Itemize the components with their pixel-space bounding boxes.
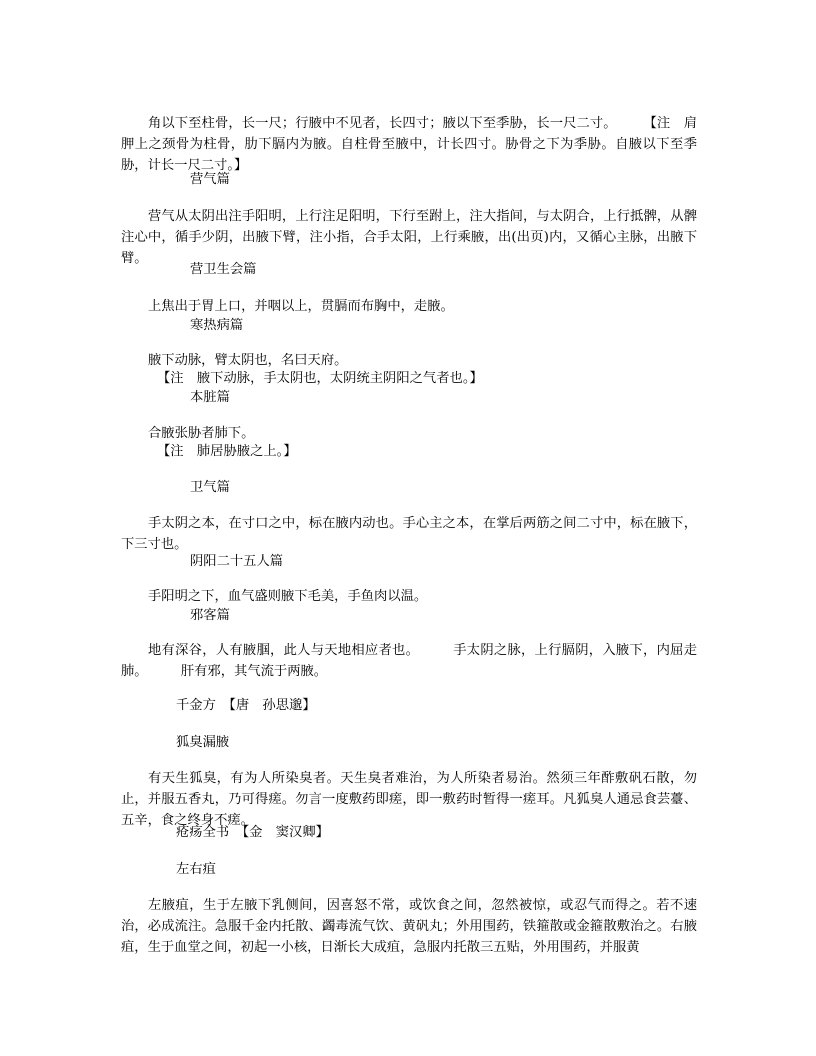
paragraph-zuoyouju: 左腋疽，生于左腋下乳侧间，因喜怒不常，或饮食之间，忽然被惊，或忍气而得之。若不速治，必成流注。急服千金内托散、蠲毒流气饮、黄矾丸；外用围药，铁箍散或金箍散敷治之。右腋疽，生于血堂之间，初起一小核，日渐长大成疽，急服内托散三五贴，外用围药，并服黄 [121, 898, 697, 956]
paragraph-benzang: 合腋张胁者肺下。 [148, 426, 255, 441]
paragraph-rib-measure: 角以下至柱骨，长一尺；行腋中不见者，长四寸；腋以下至季胁，长一尺二寸。 【注 肩胛上之颈骨为柱骨，肋下膈内为腋。自柱骨至腋中，计长四寸。胁骨之下为季胁。自腋以下至季胁，计长一尺二寸。】 [121, 116, 697, 174]
section-heading-yingwei: 营卫生会篇 [190, 262, 257, 277]
paragraph-yingwei: 上焦出于胃上口，并咽以上，贯膈而布胸中，走腋。 [148, 299, 454, 314]
section-heading-xieke: 邪客篇 [190, 608, 230, 623]
paragraph-yinyang: 手阳明之下，血气盛则腋下毛美，手鱼肉以温。 [148, 589, 428, 604]
book-heading-chuangyang: 疮疡全书 【金 窦汉卿】 [176, 825, 329, 840]
paragraph-hanre: 腋下动脉，臂太阴也，名曰天府。 [148, 353, 348, 368]
paragraph-yingqi: 营气从太阴出注手阳明，上行注足阳明，下行至跗上，注大指间，与太阴合，上行抵髀，从髀注心中，循手少阴，出腋下臂，注小指，合手太阳，上行乘腋，出(出页)内，又循心主脉，出腋下臂。 [121, 209, 697, 267]
section-heading-yinyang: 阴阳二十五人篇 [190, 554, 284, 569]
note-benzang: 【注 肺居胁腋之上。】 [157, 444, 297, 459]
paragraph-weiqi: 手太阴之本，在寸口之中，标在腋内动也。手心主之本，在掌后两筋之间二寸中，标在腋下，下三寸也。 [121, 516, 697, 553]
section-heading-benzang: 本脏篇 [190, 390, 230, 405]
section-heading-weiqi: 卫气篇 [190, 480, 230, 495]
section-heading-yingqi: 营气篇 [190, 172, 230, 187]
book-heading-qianjin: 千金方 【唐 孙思邈】 [176, 698, 316, 713]
paragraph-xieke: 地有深谷，人有腋腘，此人与天地相应者也。 手太阴之脉，上行膈阴，入腋下，内屈走肺。 肝有邪，其气流于两腋。 [121, 643, 697, 680]
paragraph-huchou: 有天生狐臭，有为人所染臭者。天生臭者难治，为人所染者易治。然须三年酢敷矾石散，勿止，并服五香丸，乃可得瘥。勿言一度敷药即瘥，即一敷药时暂得一瘥耳。凡狐臭人通忌食芸薹、五辛，食之终身不瘥。 [121, 771, 697, 829]
section-heading-zuoyouju: 左右疽 [176, 862, 216, 877]
note-hanre: 【注 腋下动脉，手太阴也，太阴统主阴阳之气者也。】 [157, 371, 483, 386]
section-heading-huchou: 狐臭漏腋 [176, 735, 230, 750]
section-heading-hanre: 寒热病篇 [190, 318, 244, 333]
